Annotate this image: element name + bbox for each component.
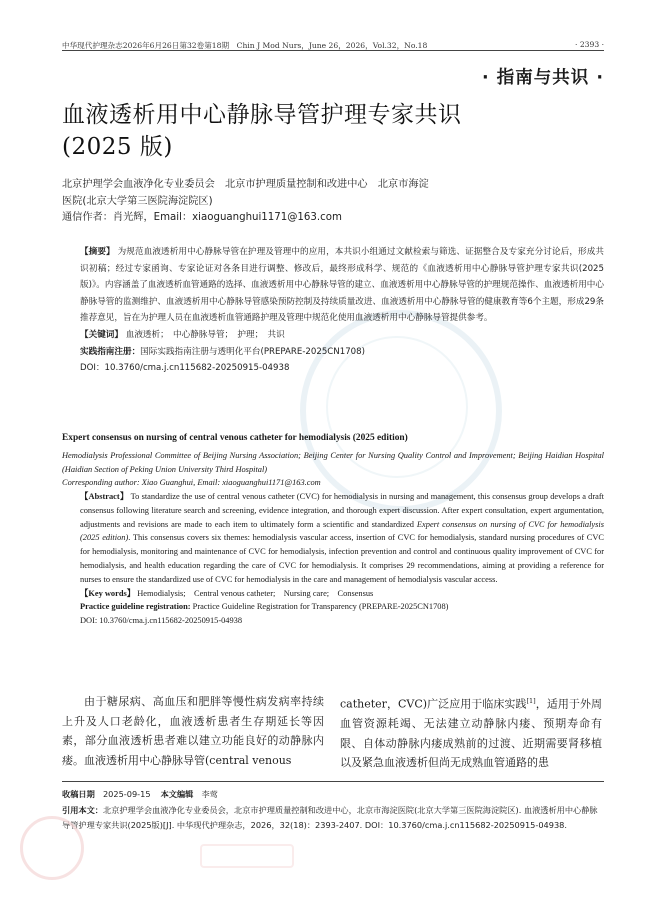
- citation-marker: [1]: [526, 697, 536, 705]
- body-text-right-column: [340, 692, 602, 773]
- footnotes: [62, 787, 604, 834]
- english-abstract-text-1: To standardize the use of central venous catheter (CVC) for hemodialysis in nursing and management, this consensus group develops a draft consensus following literature search and screening, evidence integration, and thorough expert discussion. After expert consultation, expert argumentation, adjustments and revisions are made to each item to ultimately form a scientific and standardized: [80, 492, 604, 529]
- english-title: Expert consensus on nursing of central venous catheter for hemodialysis (2025 edition): [62, 433, 408, 443]
- citation-label: 引用本文：: [62, 804, 103, 815]
- english-keywords: Hemodialysis; Central venous catheter; Nursing care; Consensus: [137, 588, 374, 598]
- doi: DOI：10.3760/cma.j.cn115682-20250915-04938: [80, 363, 290, 374]
- page-number: · 2393 ·: [575, 40, 604, 49]
- footnote-rule: [62, 781, 604, 782]
- citation-text: 北京护理学会血液净化专业委员会，北京市护理质量控制和改进中心，北京市海淀医院(北京大学第三医院海淀院区). 血液透析用中心静脉导管护理专家共识(2025版)[J]. 中华现代护理杂志，2026，32(18)：2393-2407. DOI：10.3760/cma.j.cn115682-20250915-04938.: [62, 804, 598, 830]
- english-keywords-label: 【Key words】: [80, 588, 136, 598]
- registration-label: 实践指南注册：: [80, 346, 141, 357]
- received-date: 2025-09-15: [102, 789, 151, 799]
- author-block: [62, 177, 610, 227]
- received-label: 收稿日期: [62, 789, 95, 799]
- english-affiliation-text: Hemodialysis Professional Committee of Beijing Nursing Association; Beijing Center for Nursing Quality Control and Improvement; Beijing Haidian Hospital (Haidian Section of Peking Union University Third Hospital): [62, 451, 604, 474]
- corresponding-author: 通信作者：肖光辉，Email：xiaoguanghui1171@163.com: [62, 212, 342, 223]
- english-abstract: [62, 490, 604, 628]
- english-abstract-text-2: . This consensus covers six themes: hemodialysis vascular access, insertion of CVC for hemodialysis, standard nursing procedures of CVC for hemodialysis, monitoring and maintenance of CVC for hemodialysis, infection prevention and control and continuous quality improvement of CVC for hemodialysis, and health education regarding the care of CVC for hemodialysis. It comprises 29 recommendations, aiming at providing a reference for nurses to ensure the standardized use of CVC for hemodialysis in the care and management of hemodialysis vascular access.: [80, 533, 604, 584]
- publisher-stamp-watermark: [20, 816, 84, 880]
- english-abstract-text-italic: Expert consensus on nursing of CVC for hemodialysis (2025 edition): [80, 519, 604, 543]
- journal-citation-header: 中华现代护理杂志2026年6月26日第32卷第18期 Chin J Mod Nurs，June 26，2026，Vol.32，No.18: [62, 41, 428, 50]
- publisher-text-watermark: [200, 844, 294, 868]
- abstract-label: 【摘要】: [80, 247, 115, 257]
- english-registration-label: Practice guideline registration:: [80, 602, 191, 612]
- body-right-text-1: catheter，CVC)广泛应用于临床实践: [340, 697, 527, 711]
- editor-name: 李莺: [201, 789, 218, 799]
- keywords: 血液透析； 中心静脉导管； 护理； 共识: [125, 329, 285, 340]
- editor-label: 本文编辑: [160, 789, 194, 799]
- article-title-line2: (2025 版): [62, 134, 173, 160]
- affiliation-line: 北京护理学会血液净化专业委员会 北京市护理质量控制和改进中心 北京市海淀: [62, 179, 429, 190]
- body-right-text-2: ，适用于外周血管资源耗竭、无法建立动静脉内瘘、预期寿命有限、自体动静脉内瘘成熟前的过渡、近期需要肾移植以及紧急血液透析但尚无成熟血管通路的患: [340, 697, 602, 770]
- english-abstract-label: 【Abstract】: [80, 492, 129, 501]
- header-rule: [62, 50, 604, 51]
- english-registration: Practice Guideline Registration for Transparency (PREPARE-2025CN1708): [192, 602, 449, 612]
- keywords-label: 【关键词】: [80, 329, 123, 340]
- abstract-text: 为规范血液透析用中心静脉导管在护理及管理中的应用，本共识小组通过文献检索与筛选、证据整合及专家充分讨论后，形成共识初稿；经过专家函询、专家论证对各条目进行调整、修改后，最终形成科学、规范的《血液透析用中心静脉导管护理专家共识(2025 版)》。内容涵盖了血液透析血管通路的选择、血液透析用中心静脉导管的建立、血液透析用中心静脉导管的护理规范操作、血液透析用中心静脉导管的监测维护、血液透析用中心静脉导管感染预防控制及持续质量改进、血液透析用中心静脉导管的健康教育等6个主题，形成29条推荐意见，旨在为护理人员在血液透析血管通路护理及管理中规范化使用血液透析用中心静脉导管提供参考。: [80, 247, 604, 324]
- english-affiliations: [62, 449, 604, 490]
- article-title-line1: 血液透析用中心静脉导管护理专家共识: [62, 102, 462, 128]
- chinese-abstract: [62, 244, 604, 377]
- registration: 国际实践指南注册与透明化平台(PREPARE-2025CN1708): [140, 346, 365, 357]
- english-corresponding-author: Corresponding author: Xiao Guanghui, Email: xiaoguanghui1171@163.com: [62, 478, 321, 488]
- english-doi: DOI: 10.3760/cma.j.cn115682-20250915-04938: [80, 616, 243, 626]
- body-text-left-column: 由于糖尿病、高血压和肥胖等慢性病发病率持续上升及人口老龄化，血液透析患者生存期延长等因素，部分血液透析患者难以建立功能良好的动静脉内瘘。血液透析用中心静脉导管(central venous: [62, 695, 324, 767]
- column-label: · 指南与共识 ·: [482, 68, 604, 88]
- affiliation-line: 医院(北京大学第三医院海淀院区): [62, 195, 213, 207]
